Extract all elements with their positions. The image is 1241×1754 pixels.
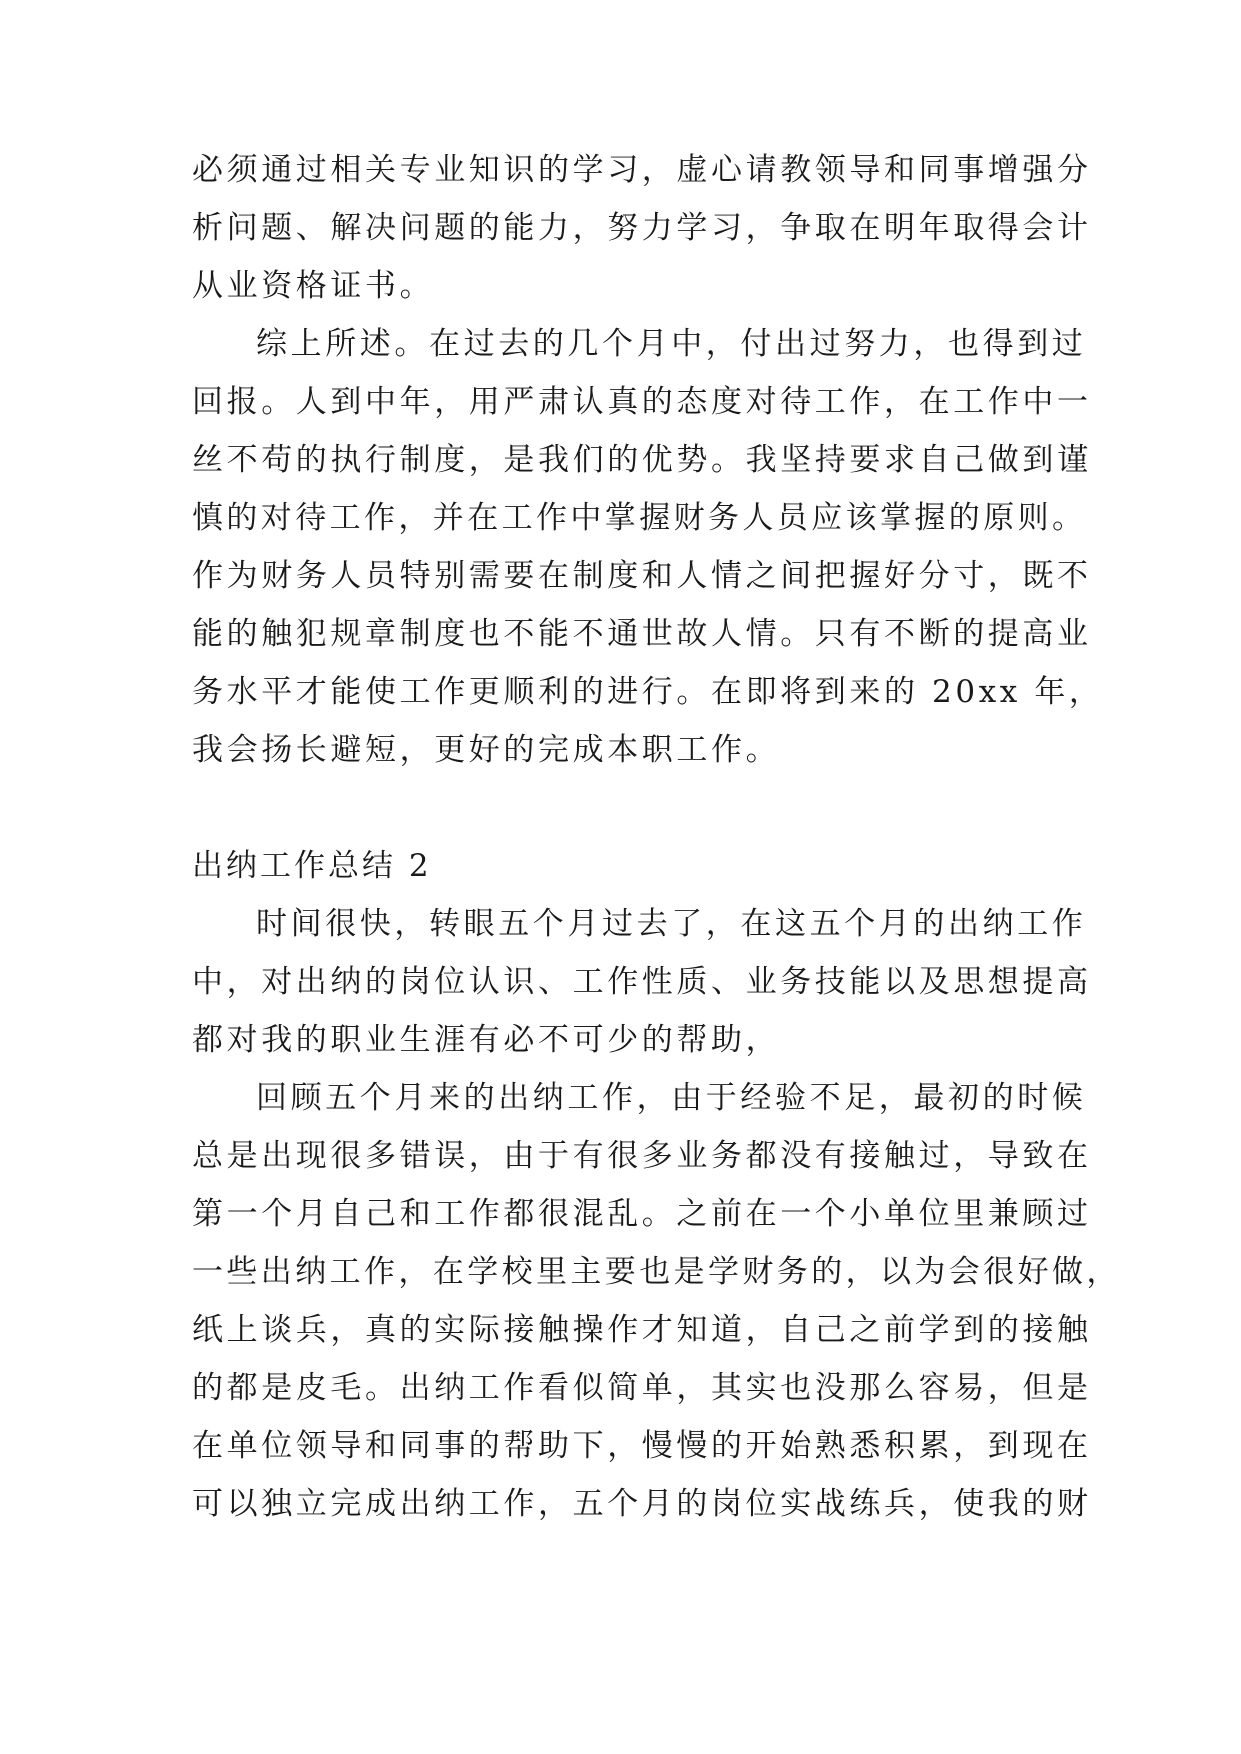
paragraph-line: 中，对出纳的岗位认识、工作性质、业务技能以及思想提高 bbox=[192, 964, 1092, 1000]
paragraph-line: 可以独立完成出纳工作，五个月的岗位实战练兵，使我的财 bbox=[192, 1486, 1092, 1522]
paragraph-line: 务水平才能使工作更顺利的进行。在即将到来的 20xx 年， bbox=[192, 674, 1104, 710]
paragraph-line: 必须通过相关专业知识的学习，虚心请教领导和同事增强分 bbox=[192, 152, 1092, 188]
paragraph-line: 能的触犯规章制度也不能不通世故人情。只有不断的提高业 bbox=[192, 616, 1092, 652]
paragraph-line: 综上所述。在过去的几个月中，付出过努力，也得到过 bbox=[256, 326, 1087, 362]
paragraph-line: 作为财务人员特别需要在制度和人情之间把握好分寸，既不 bbox=[192, 558, 1092, 594]
paragraph-line: 总是出现很多错误，由于有很多业务都没有接触过，导致在 bbox=[192, 1138, 1092, 1174]
paragraph-line: 我会扬长避短，更好的完成本职工作。 bbox=[192, 732, 781, 768]
paragraph-line: 时间很快，转眼五个月过去了，在这五个月的出纳工作 bbox=[256, 906, 1087, 942]
paragraph-line: 从业资格证书。 bbox=[192, 268, 435, 304]
paragraph-line: 纸上谈兵，真的实际接触操作才知道，自己之前学到的接触 bbox=[192, 1312, 1092, 1348]
paragraph-line: 慎的对待工作，并在工作中掌握财务人员应该掌握的原则。 bbox=[192, 500, 1087, 536]
paragraph-line: 回顾五个月来的出纳工作，由于经验不足，最初的时候 bbox=[256, 1080, 1087, 1116]
paragraph-line: 析问题、解决问题的能力，努力学习，争取在明年取得会计 bbox=[192, 210, 1092, 246]
paragraph-line: 在单位领导和同事的帮助下，慢慢的开始熟悉积累，到现在 bbox=[192, 1428, 1092, 1464]
section-heading: 出纳工作总结 2 bbox=[192, 848, 432, 884]
paragraph-line: 都对我的职业生涯有必不可少的帮助， bbox=[192, 1022, 781, 1058]
paragraph-line: 一些出纳工作，在学校里主要也是学财务的，以为会很好做， bbox=[192, 1254, 1121, 1290]
paragraph-line: 的都是皮毛。出纳工作看似简单，其实也没那么容易，但是 bbox=[192, 1370, 1092, 1406]
paragraph-line: 丝不苟的执行制度，是我们的优势。我坚持要求自己做到谨 bbox=[192, 442, 1092, 478]
paragraph-line: 回报。人到中年，用严肃认真的态度对待工作，在工作中一 bbox=[192, 384, 1092, 420]
paragraph-line: 第一个月自己和工作都很混乱。之前在一个小单位里兼顾过 bbox=[192, 1196, 1092, 1232]
